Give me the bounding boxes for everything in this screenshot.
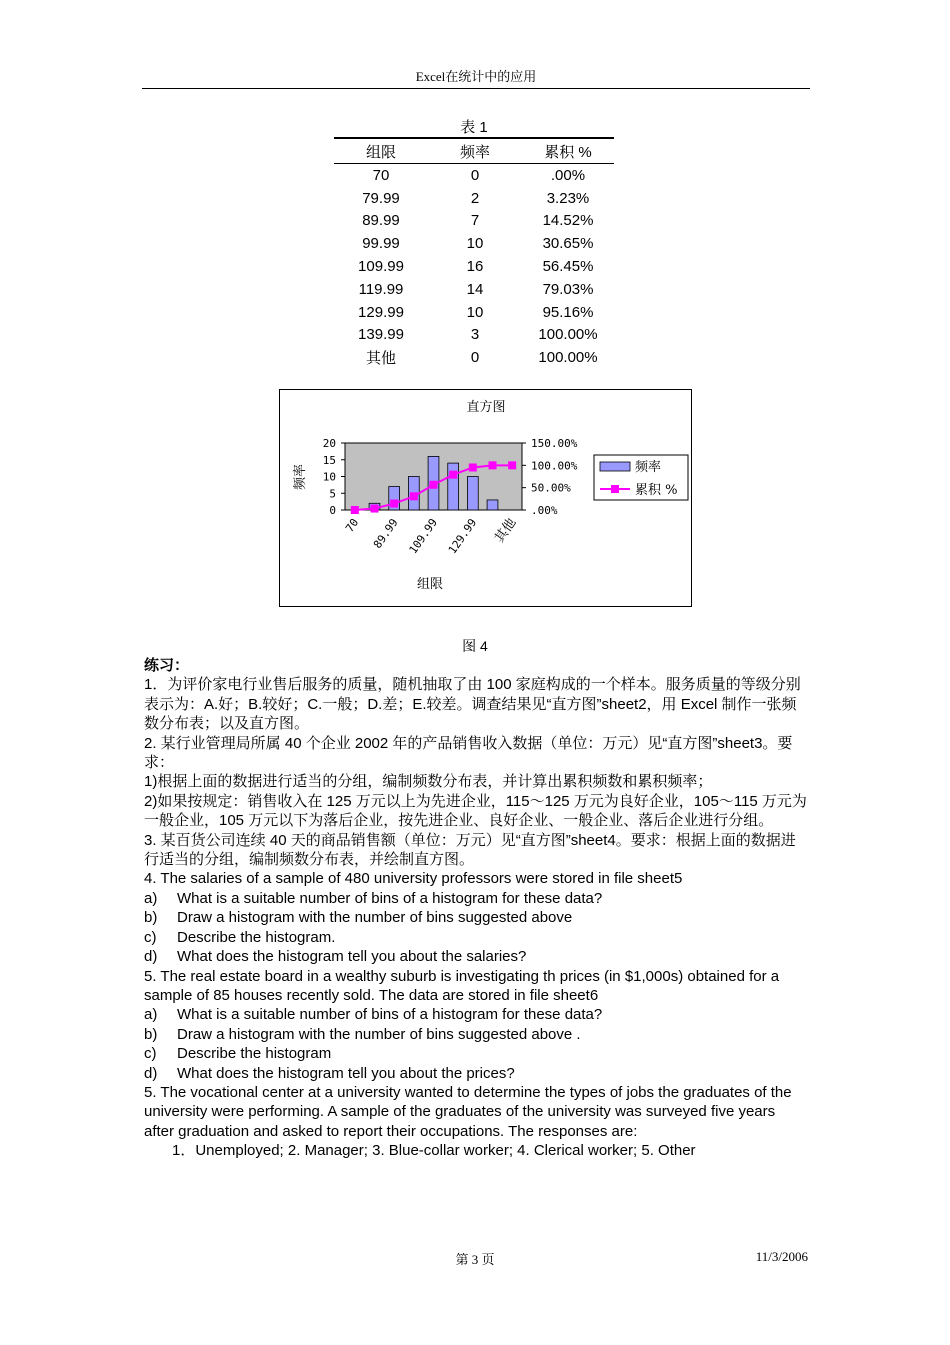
x-axis-label: 组限 — [416, 577, 444, 592]
exercise-5: 5. The real estate board in a wealthy suburb is investigating th prices (in $1,000s) obtained for a sample of 85 houses recently sold. The data are stored in file sheet6 — [144, 967, 780, 1004]
cell-frequency: 7 — [470, 212, 480, 230]
page-header-title: Excel在统计中的应用 — [415, 69, 537, 84]
item-label: d) — [144, 1064, 158, 1082]
exercise-6: 5. The vocational center at a university wanted to determine the types of jobs the graduates of the university were performing. A sample of the graduates of the university was surveyed five years after graduation and asked to report their occupations. The responses are: — [144, 1083, 792, 1140]
y-tick-label: 10 — [322, 470, 336, 484]
cell-frequency: 10 — [466, 235, 484, 253]
legend-label-cumulative: 累积 % — [635, 483, 678, 498]
cumulative-point — [430, 481, 438, 489]
item-label: a) — [144, 889, 158, 907]
cumulative-point — [410, 492, 418, 500]
cell-cumulative: 56.45% — [542, 258, 594, 276]
cell-frequency: 3 — [470, 326, 480, 344]
exercise-4-item — [144, 947, 808, 966]
cell-cumulative: 100.00% — [538, 349, 598, 367]
cell-cumulative: 14.52% — [542, 212, 594, 230]
y-tick-label: 5 — [329, 487, 336, 501]
exercise-6-list: 1．Unemployed; 2. Manager; 3. Blue-collar worker; 4. Clerical worker; 5. Other — [172, 1142, 696, 1160]
table-row — [334, 255, 614, 278]
y-tick-label: 15 — [322, 453, 336, 467]
exercise-4-item — [144, 889, 808, 908]
x-tick-label: 70 — [343, 516, 362, 535]
y2-tick-label: .00% — [531, 504, 558, 517]
chart-svg — [280, 390, 693, 608]
table-header-row — [334, 138, 614, 164]
item-label: d) — [144, 948, 158, 966]
table-row — [334, 210, 614, 233]
item-label: a) — [144, 1006, 158, 1024]
cumulative-point — [351, 506, 359, 514]
header-rule — [142, 88, 810, 89]
cell-cumulative: 30.65% — [542, 235, 594, 253]
exercise-heading: 练习： — [144, 657, 190, 674]
cell-group-limit: 109.99 — [358, 258, 404, 276]
cell-group-limit: 119.99 — [358, 280, 404, 298]
cell-frequency: 14 — [466, 280, 484, 298]
frequency-table — [334, 137, 614, 369]
y-tick-label: 20 — [322, 437, 336, 450]
cell-cumulative: .00% — [550, 166, 586, 184]
histogram-chart — [279, 389, 692, 607]
y-axis-label: 频率 — [293, 463, 308, 491]
x-tick-label: 109.99 — [406, 516, 440, 557]
item-text: Describe the histogram. — [177, 928, 336, 946]
col-header-group-limit: 组限 — [334, 138, 428, 164]
exercise-5-item — [144, 1064, 808, 1083]
cell-group-limit: 139.99 — [358, 326, 404, 344]
cell-group-limit: 其他 — [365, 350, 396, 368]
item-label: b) — [144, 909, 158, 927]
cell-group-limit: 99.99 — [362, 235, 400, 253]
x-tick-label: 89.99 — [370, 516, 401, 551]
y2-tick-label: 50.00% — [531, 481, 571, 495]
item-text: Draw a histogram with the number of bins suggested above . — [177, 1025, 581, 1043]
cell-cumulative: 95.16% — [542, 303, 594, 321]
cell-cumulative: 3.23% — [546, 189, 590, 207]
item-label: c) — [144, 928, 157, 946]
exercise-2-part-1: 1)根据上面的数据进行适当的分组，编制频数分布表，并计算出累积频数和累积频率； — [144, 773, 713, 791]
item-text: What does the histogram tell you about the salaries? — [177, 948, 527, 966]
legend-bar-swatch — [600, 462, 630, 471]
table-row — [334, 278, 614, 301]
table-row — [334, 324, 614, 347]
cell-frequency: 0 — [470, 349, 480, 367]
cell-group-limit: 89.99 — [362, 212, 400, 230]
exercise-4: 4. The salaries of a sample of 480 university professors were stored in file sheet5 — [144, 870, 683, 888]
item-text: What is a suitable number of bins of a histogram for these data? — [177, 1006, 603, 1024]
cell-cumulative: 100.00% — [538, 326, 598, 344]
x-tick-label: 129.99 — [445, 516, 480, 557]
col-header-frequency: 频率 — [428, 138, 522, 164]
exercise-1: 1．为评价家电行业售后服务的质量，随机抽取了由 100 家庭构成的一个样本。服务质量的等级分别表示为：A.好；B.较好；C.一般；D.差；E.较差。调查结果见“直方图”sheet2，用 Excel 制作一张频数分布表；以及直方图。 — [144, 676, 801, 733]
cumulative-point — [390, 500, 398, 508]
exercise-4-item — [144, 928, 808, 947]
exercise-2-part-2: 2)如果按规定：销售收入在 125 万元以上为先进企业，115～125 万元为良好企业，105～115 万元为一般企业，105 万元以下为落后企业，按先进企业、良好企业、一般企业、落后企业进行分组。 — [144, 792, 807, 830]
table-row — [334, 232, 614, 255]
exercise-section — [144, 656, 808, 1161]
table-row — [334, 301, 614, 324]
cumulative-point — [489, 461, 497, 469]
footer-page-number: 第 3 页 — [455, 1252, 495, 1267]
table-row — [334, 187, 614, 210]
item-text: Draw a histogram with the number of bins suggested above — [177, 909, 573, 927]
col-header-cumulative: 累积 % — [522, 138, 614, 164]
cell-group-limit: 70 — [372, 166, 390, 184]
figure-caption: 图 4 — [462, 638, 488, 654]
y-tick-label: 0 — [329, 504, 336, 517]
item-label: b) — [144, 1025, 158, 1043]
exercise-3: 3. 某百货公司连续 40 天的商品销售额（单位：万元）见“直方图”sheet4。要求：根据上面的数据进行适当的分组，编制频数分布表，并绘制直方图。 — [144, 831, 796, 869]
exercise-5-item — [144, 1025, 808, 1044]
cumulative-point — [469, 463, 477, 471]
cumulative-point — [449, 471, 457, 479]
item-text: What is a suitable number of bins of a histogram for these data? — [177, 889, 603, 907]
exercise-4-item — [144, 908, 808, 927]
exercise-5-item — [144, 1044, 808, 1063]
table-caption: 表 1 — [460, 119, 488, 136]
cumulative-point — [371, 505, 379, 513]
cumulative-point — [508, 461, 516, 469]
cell-cumulative: 79.03% — [542, 280, 594, 298]
item-text: Describe the histogram — [177, 1045, 332, 1063]
chart-title: 直方图 — [466, 400, 506, 415]
cell-group-limit: 129.99 — [358, 303, 404, 321]
y2-tick-label: 150.00% — [531, 437, 578, 450]
item-label: c) — [144, 1045, 157, 1063]
exercise-5-item — [144, 1005, 808, 1024]
table-row — [334, 164, 614, 187]
exercise-2: 2. 某行业管理局所属 40 个企业 2002 年的产品销售收入数据（单位：万元）见“直方图”sheet3。要求： — [144, 734, 793, 772]
footer-date: 11/3/2006 — [755, 1249, 808, 1264]
histogram-bar — [467, 477, 478, 511]
cell-frequency: 0 — [470, 166, 480, 184]
cell-group-limit: 79.99 — [362, 189, 400, 207]
x-tick-label: 其他 — [492, 515, 520, 546]
cell-frequency: 16 — [466, 258, 484, 276]
table-row — [334, 346, 614, 369]
legend-label-frequency: 频率 — [635, 460, 662, 475]
histogram-bar — [487, 500, 498, 510]
item-text: What does the histogram tell you about the prices? — [177, 1064, 515, 1082]
y2-tick-label: 100.00% — [531, 459, 578, 473]
legend-line-marker — [611, 485, 619, 493]
histogram-bar — [448, 463, 459, 510]
cell-frequency: 2 — [470, 189, 480, 207]
cell-frequency: 10 — [466, 303, 484, 321]
